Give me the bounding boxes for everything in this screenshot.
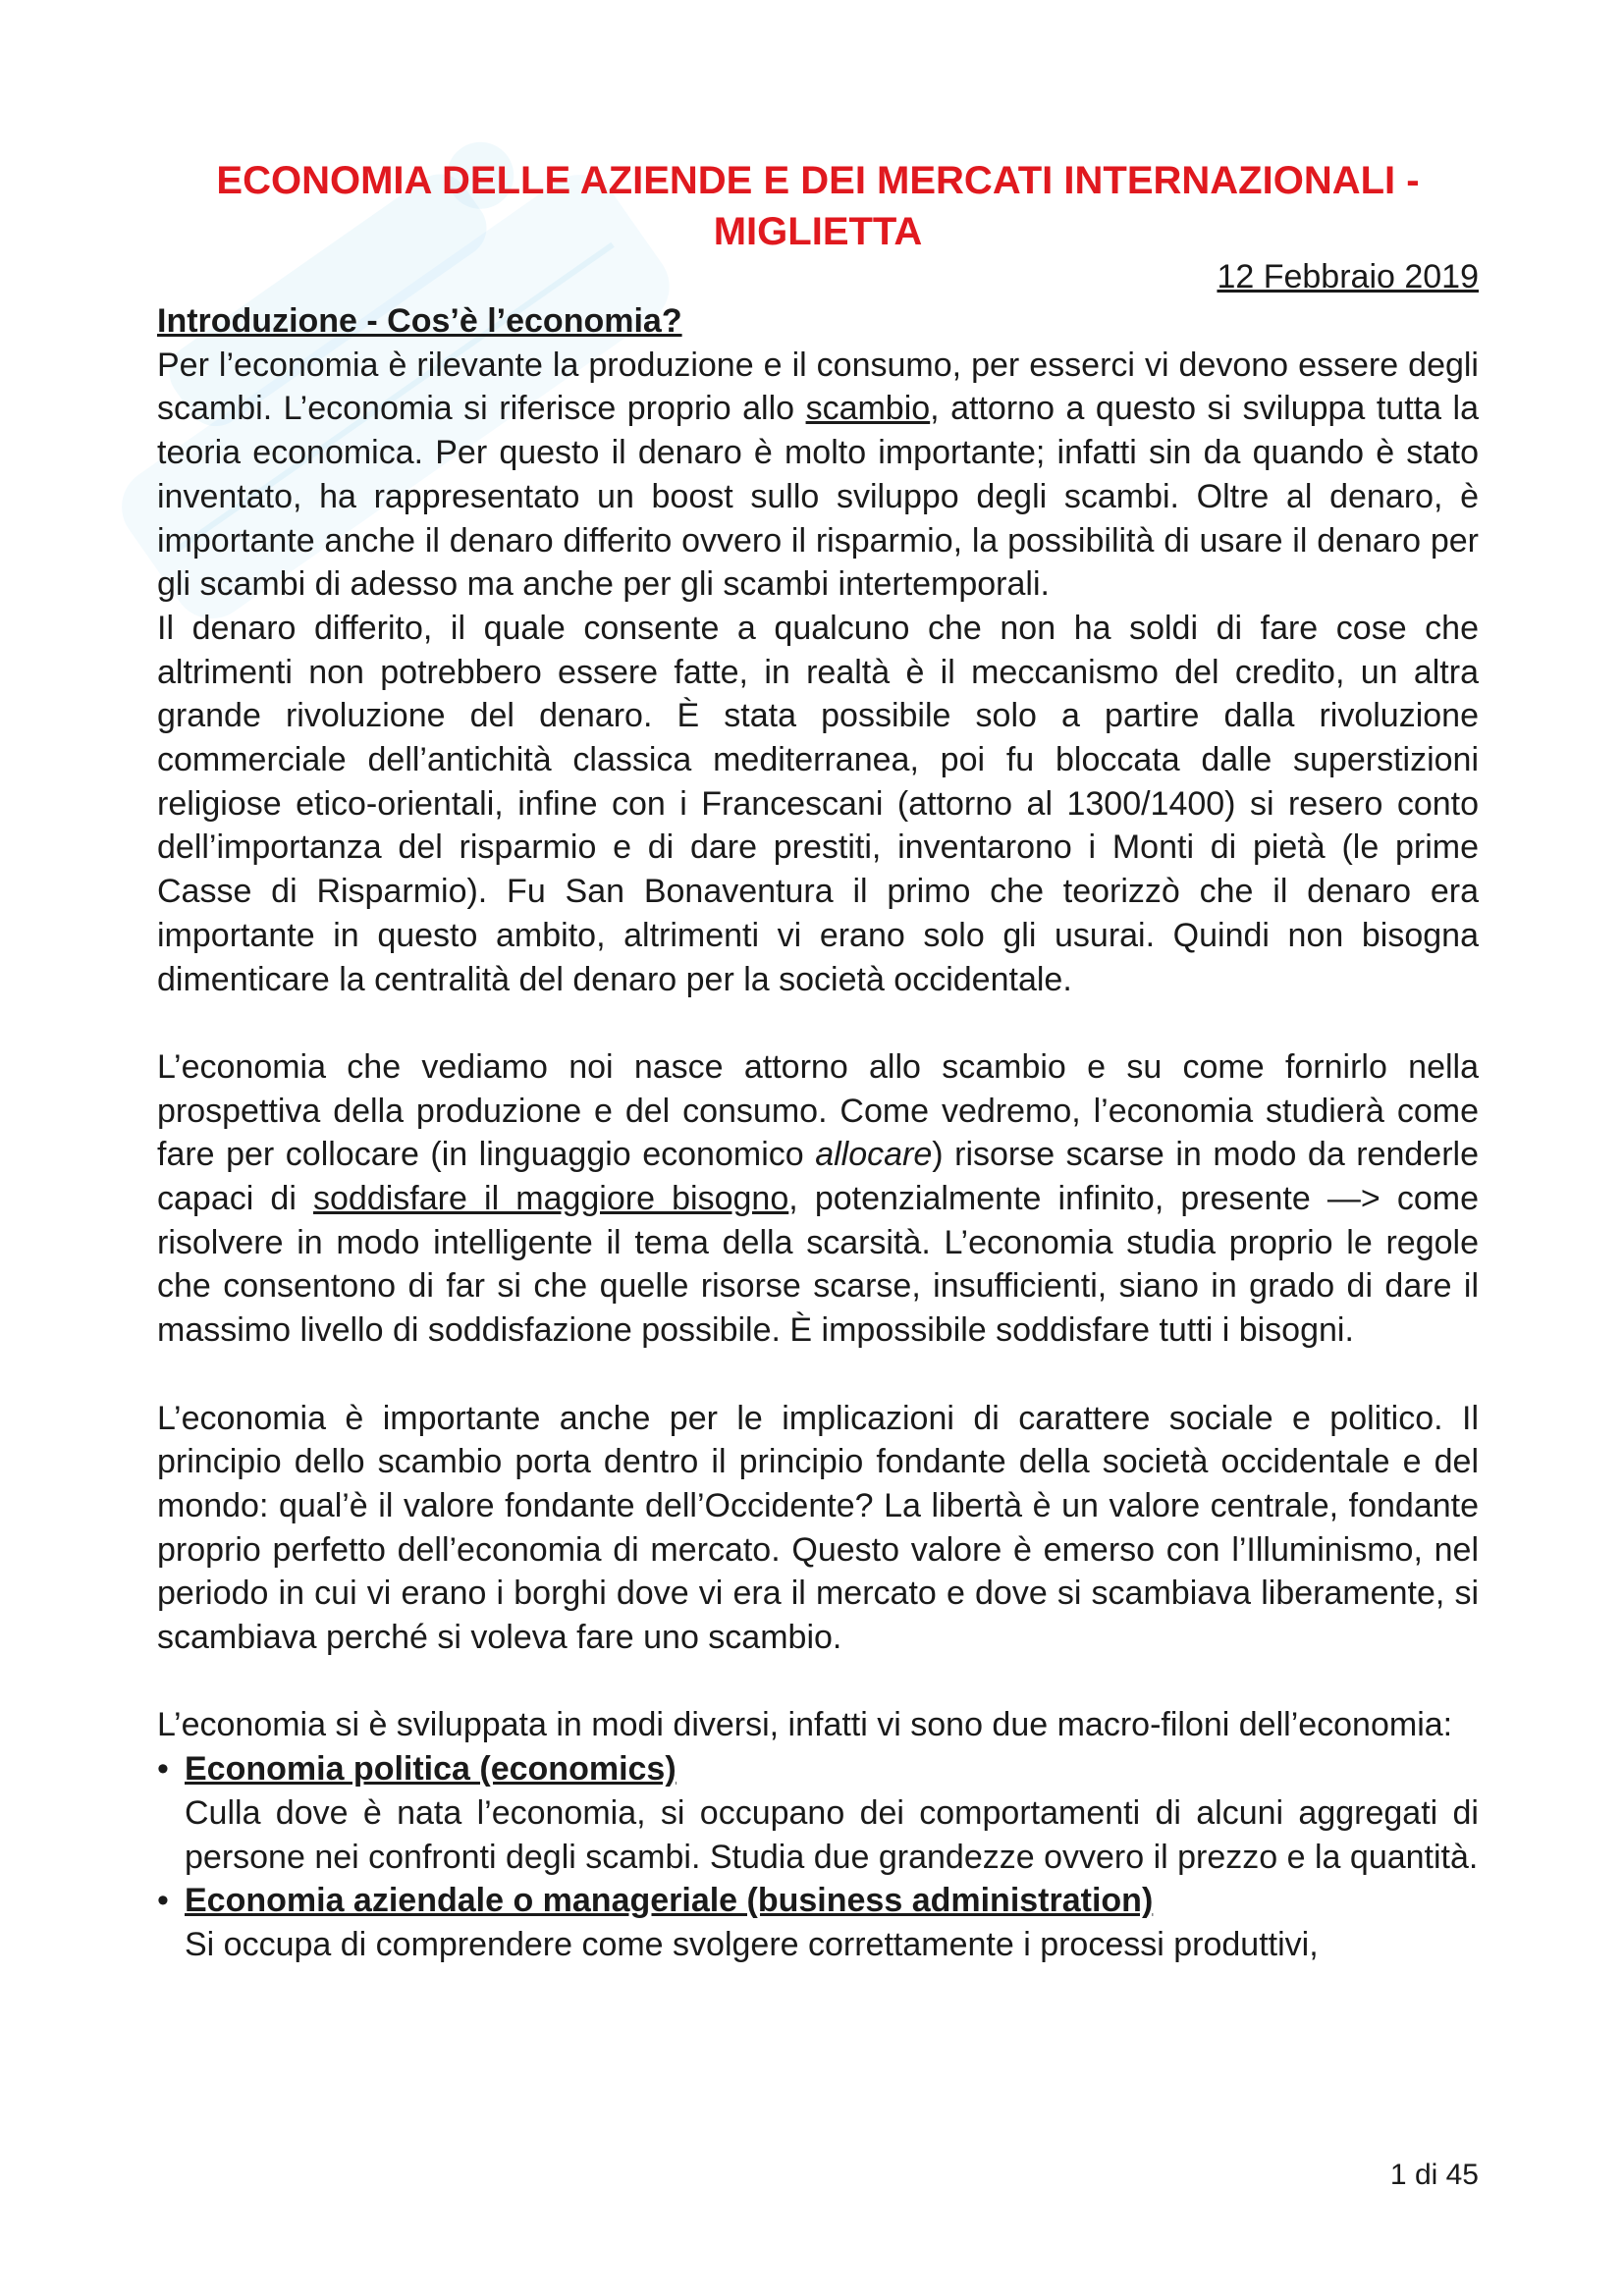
paragraph-3 [157, 1045, 1479, 1353]
macro-1-text: Culla dove è nata l’economia, si occupano dei comportamenti di alcuni aggregati di persone nei confronti degli scambi. Studia due grandezze ovvero il prezzo e la quantità. [185, 1793, 1479, 1876]
paragraph-spacer [157, 1660, 1479, 1704]
paragraph-3-text-c: , potenzialmente infinito, presente —> come risolvere in modo intelligente il tema della scarsità. L’economia studia proprio le regole che consentono di far si che quelle risorse scarse, insufficienti, siano in grado di dare il massimo livello di soddisfazione possibile. È impossibile soddisfare tutti i bisogni. [157, 1180, 1479, 1350]
paragraph-3-text-b: ) risorse scarse in modo da renderle capaci di [157, 1136, 1479, 1218]
lecture-date: 12 Febbraio 2019 [1217, 258, 1479, 295]
page-number: 1 di 45 [1389, 2159, 1479, 2191]
macro-list [157, 1747, 1479, 1967]
paragraph-3-text-a: L’economia che vediamo noi nasce attorno allo scambio e su come fornirlo nella prospettiva della produzione e del consumo. Come vedremo, l’economia studierà come fare per collocare (in linguaggio economico [157, 1047, 1479, 1174]
list-item [157, 1747, 1479, 1879]
macro-2-text: Si occupa di comprendere come svolgere correttamente i processi produttivi, [185, 1925, 1319, 1963]
section-title: Introduzione - Cos’è l’economia? [157, 302, 682, 340]
paragraph-1-text-a: Per l’economia è rilevante la produzione e il consumo, per esserci vi devono essere degli scambi. L’economia si riferisce proprio allo [157, 346, 1479, 428]
paragraph-5: L’economia si è sviluppata in modi diversi, infatti vi sono due macro-filoni dell’economia: [157, 1706, 1453, 1744]
paragraph-spacer [157, 1353, 1479, 1397]
italic-term-allocare: allocare [815, 1136, 933, 1174]
paragraph-2: Il denaro differito, il quale consente a qualcuno che non ha soldi di fare cose che altrimenti non potrebbero essere fatte, in realtà è il meccanismo del credito, un altra grande rivoluzione del denaro. È stata possibile solo a partire dalla rivoluzione commerciale dell’antichità classica mediterranea, poi fu bloccata dalle superstizioni religiose etico-orientali, infine con i Francescani (attorno al 1300/1400) si resero conto dell’importanza del risparmio e di dare prestiti, inventarono i Monti di pietà (le prime Casse di Risparmio). Fu San Bonaventura il primo che teorizzò che il denaro era importante in questo ambito, altrimenti vi erano solo gli usurai. Quindi non bisogna dimenticare la centralità del denaro per la società occidentale. [157, 609, 1479, 998]
paragraph-1 [157, 344, 1479, 607]
document-title: ECONOMIA DELLE AZIENDE E DEI MERCATI INTERNAZIONALI - MIGLIETTA [216, 159, 1420, 253]
macro-1-title: • Economia politica (economics) [185, 1750, 677, 1789]
list-item [157, 1879, 1479, 1966]
paragraph-spacer [157, 1001, 1479, 1045]
macro-2-title: • Economia aziendale o manageriale (business administration) [185, 1882, 1154, 1920]
document-body [157, 299, 1479, 1967]
paragraph-4: L’economia è importante anche per le implicazioni di carattere sociale e politico. Il principio dello scambio porta dentro il principio fondante della società occidentale e del mondo: qual’è il valore fondante dell’Occidente? La libertà è un valore centrale, fondante proprio perfetto dell’economia di mercato. Questo valore è emerso con l’Illuminismo, nel periodo in cui vi erano i borghi dove vi era il mercato e dove si scambiava liberamente, si scambiava perché si voleva fare uno scambio. [157, 1399, 1479, 1657]
underlined-term-scambio: scambio [805, 390, 931, 428]
underlined-phrase-bisogno: soddisfare il maggiore bisogno [313, 1180, 789, 1218]
paragraph-1-text-b: , attorno a questo si sviluppa tutta la teoria economica. Per questo il denaro è molto importante; infatti sin da quando è stato inventato, ha rappresentato un boost sullo sviluppo degli scambi. Oltre al denaro, è importante anche il denaro differito ovvero il risparmio, la possibilità di usare il denaro per gli scambi di adesso ma anche per gli scambi intertemporali. [157, 390, 1479, 604]
